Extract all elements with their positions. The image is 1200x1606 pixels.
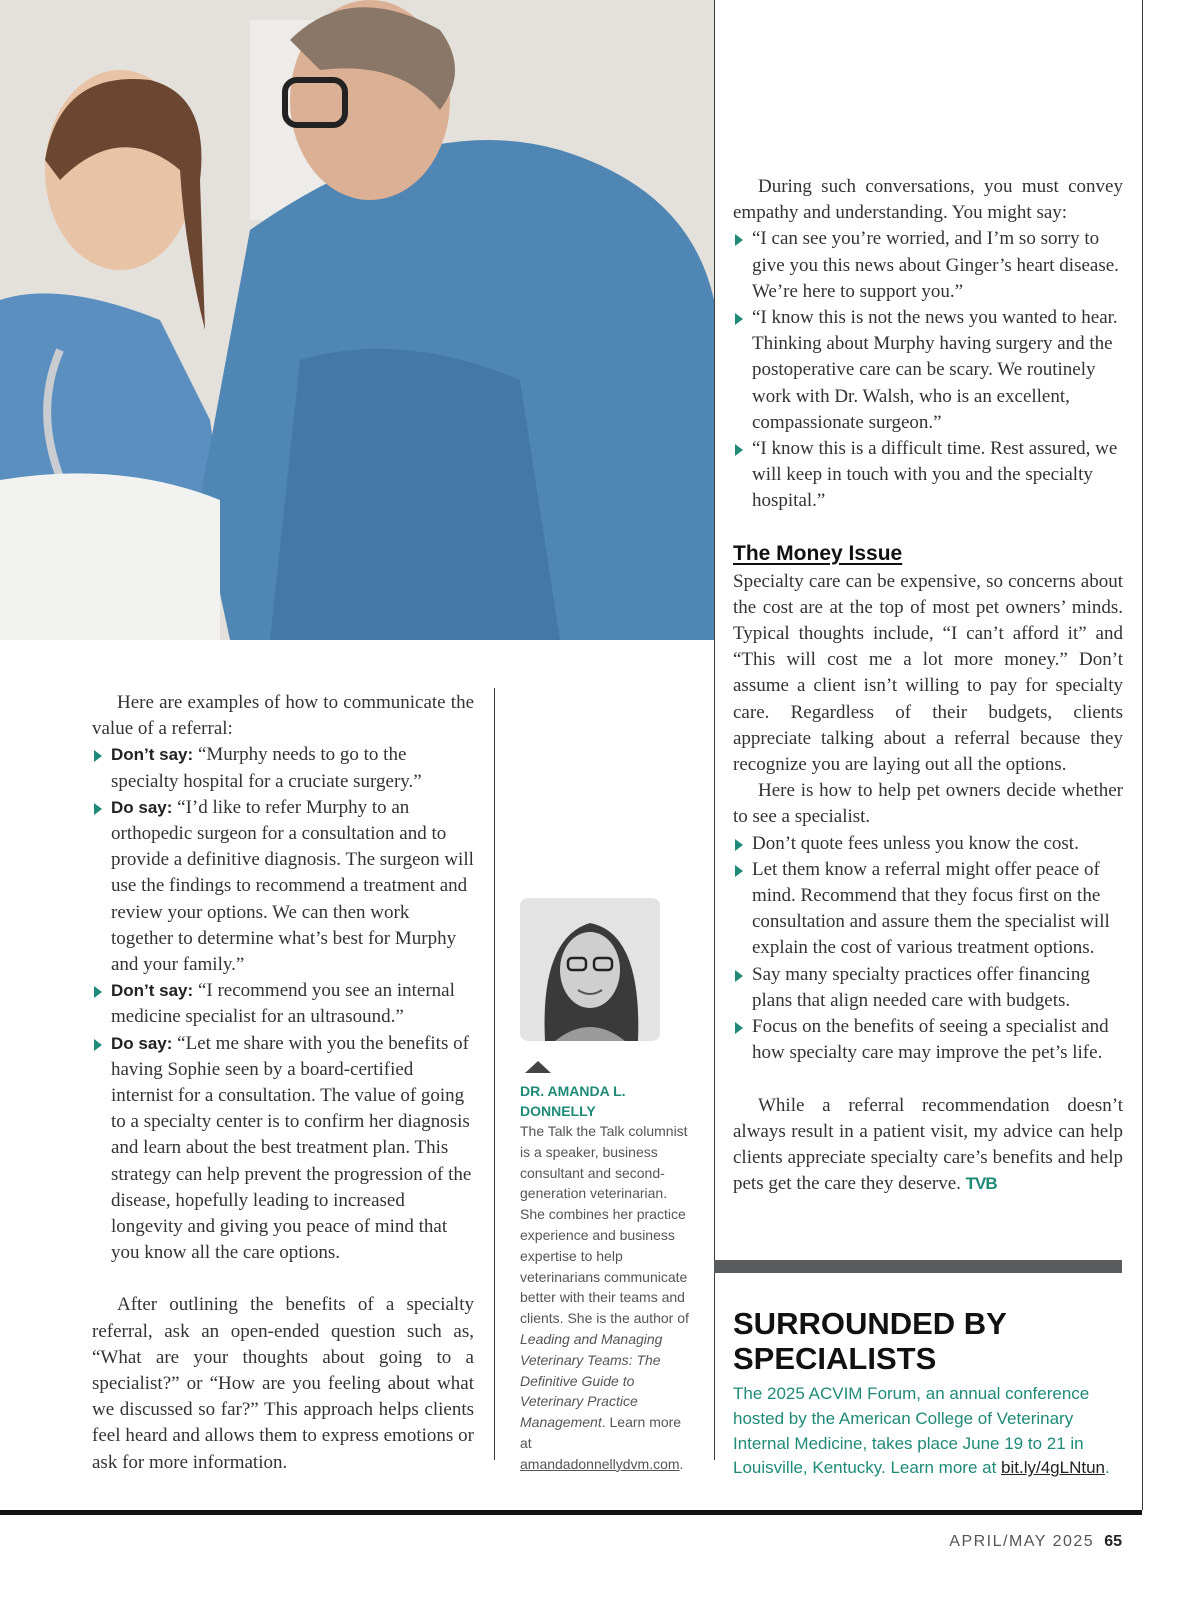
sidebar-divider: [714, 1273, 715, 1460]
tips-list: [733, 831, 1123, 1067]
sidebar-text: The 2025 ACVIM Forum, an annual conference hosted by the American College of Veterinary Internal Medicine, takes place June 19 to 21 in Louisville, Kentucky. Learn more at bit.ly/4gLNtun.: [733, 1384, 1110, 1478]
dont-do-list: [92, 742, 474, 1266]
bullet-triangle-icon: [735, 444, 743, 456]
sidebar-top-bar: [714, 1260, 1122, 1273]
list-item: Focus on the benefits of seeing a specialist and how specialty care may improve the pet’s life.: [733, 1014, 1123, 1066]
bullet-triangle-icon: [94, 803, 102, 815]
list-item: Say many specialty practices offer financing plans that align needed care with budgets.: [733, 962, 1123, 1014]
list-item: Don’t say: “I recommend you see an internal medicine specialist for an ultrasound.”: [92, 978, 474, 1030]
money-issue-heading: The Money Issue: [733, 541, 903, 565]
closing-paragraph: After outlining the benefits of a specialty referral, ask an open-ended question such as, “What are your thoughts about going to a specialist?” or “How are you feeling about what we discussed so far?” This approach helps clients feel heard and allows them to express emotions or ask for more information.: [92, 1294, 474, 1473]
left-column: [92, 690, 474, 1476]
bullet-triangle-icon: [94, 1039, 102, 1051]
list-item: “I know this is not the news you wanted to hear. Thinking about Murphy having surgery and the postoperative care can be scary. We routinely work with Dr. Walsh, who is an excellent, compassionate surgeon.”: [733, 305, 1123, 436]
sidebar-title: SURROUNDED BY SPECIALISTS: [733, 1306, 1007, 1376]
list-item: Do say: “Let me share with you the benefits of having Sophie seen by a board-certified internist for a consultation. The value of going to a specialty center is to confirm her diagnosis and learn about the best treatment plan. This strategy can help prevent the progression of the disease, hopefully leading to increased longevity and giving you peace of mind that you know all the care options.: [92, 1031, 474, 1267]
bullet-triangle-icon: [735, 1022, 743, 1034]
page-edge-rule: [1142, 0, 1143, 1510]
author-portrait-icon: [520, 898, 660, 1041]
bullet-triangle-icon: [735, 313, 743, 325]
list-item: “I can see you’re worried, and I’m so sorry to give you this news about Ginger’s heart disease. We’re here to support you.”: [733, 226, 1123, 305]
help-paragraph: Here is how to help pet owners decide whether to see a specialist.: [733, 780, 1123, 828]
list-item: Do say: “I’d like to refer Murphy to an orthopedic surgeon for a consultation and to provide a definitive diagnosis. The surgeon will use the findings to recommend a treatment and review your options. We can then work together to determine what’s best for Murphy and your family.”: [92, 795, 474, 978]
right-column-divider: [714, 0, 715, 1262]
author-description: The Talk the Talk columnist is a speaker, business consultant and second-generation veterinarian. She combines her practice experience and business expertise to help veterinarians communicate better with their teams and clients. She is the author of Leading and Managing Veterinary Teams: The Definitive Guide to Veterinary Practice Management. Learn more at amandadonnellydvm.com.: [520, 1123, 689, 1472]
list-item: Don’t quote fees unless you know the cost.: [733, 831, 1123, 857]
bullet-triangle-icon: [94, 750, 102, 762]
bullet-triangle-icon: [94, 986, 102, 998]
issue-date: APRIL/MAY 2025: [949, 1533, 1095, 1550]
caret-up-icon: [525, 1061, 551, 1073]
author-website-link[interactable]: amandadonnellydvm.com: [520, 1455, 680, 1472]
right-column: [733, 174, 1123, 1197]
empathy-paragraph: During such conversations, you must convey empathy and understanding. You might say:: [733, 176, 1123, 224]
list-item: Let them know a referral might offer peace of mind. Recommend that they focus first on the consultation and assure them the specialist will explain the cost of various treatment options.: [733, 857, 1123, 962]
bullet-triangle-icon: [735, 234, 743, 246]
intro-paragraph: Here are examples of how to communicate the value of a referral:: [92, 692, 474, 740]
list-item: “I know this is a difficult time. Rest assured, we will keep in touch with you and the specialty hospital.”: [733, 436, 1123, 515]
quote-list: [733, 226, 1123, 514]
column-divider: [494, 688, 495, 1460]
closing-paragraph: While a referral recommendation doesn’t always result in a patient visit, my advice can help clients appreciate specialty care’s benefits and help pets get the care they deserve. TVB: [733, 1094, 1123, 1195]
tvb-end-mark: TVB: [965, 1174, 997, 1194]
bullet-triangle-icon: [735, 970, 743, 982]
author-name: DR. AMANDA L. DONNELLY: [520, 1083, 626, 1119]
sidebar-link[interactable]: bit.ly/4gLNtun: [1001, 1458, 1105, 1478]
veterinarians-photo-icon: [0, 0, 714, 640]
author-headshot: [520, 898, 660, 1041]
page-folio: [949, 1533, 1122, 1551]
book-title: Leading and Managing Veterinary Teams: The Definitive Guide to Veterinary Practice Management: [520, 1330, 663, 1431]
footer-rule: [0, 1510, 1142, 1515]
author-bio: [520, 898, 692, 1475]
bullet-triangle-icon: [735, 865, 743, 877]
bullet-triangle-icon: [735, 839, 743, 851]
money-paragraph: Specialty care can be expensive, so concerns about the cost are at the top of most pet owners’ minds. Typical thoughts include, “I can’t afford it” and “This will cost me a lot more money.” Don’t assume a client isn’t willing to pay for specialty care. Regardless of their budgets, clients appreciate talking about a referral because they recognize you are laying out all the options.: [733, 570, 1123, 776]
page-number: 65: [1104, 1533, 1122, 1550]
list-item: Don’t say: “Murphy needs to go to the specialty hospital for a cruciate surgery.”: [92, 742, 474, 794]
hero-photo: [0, 0, 714, 640]
